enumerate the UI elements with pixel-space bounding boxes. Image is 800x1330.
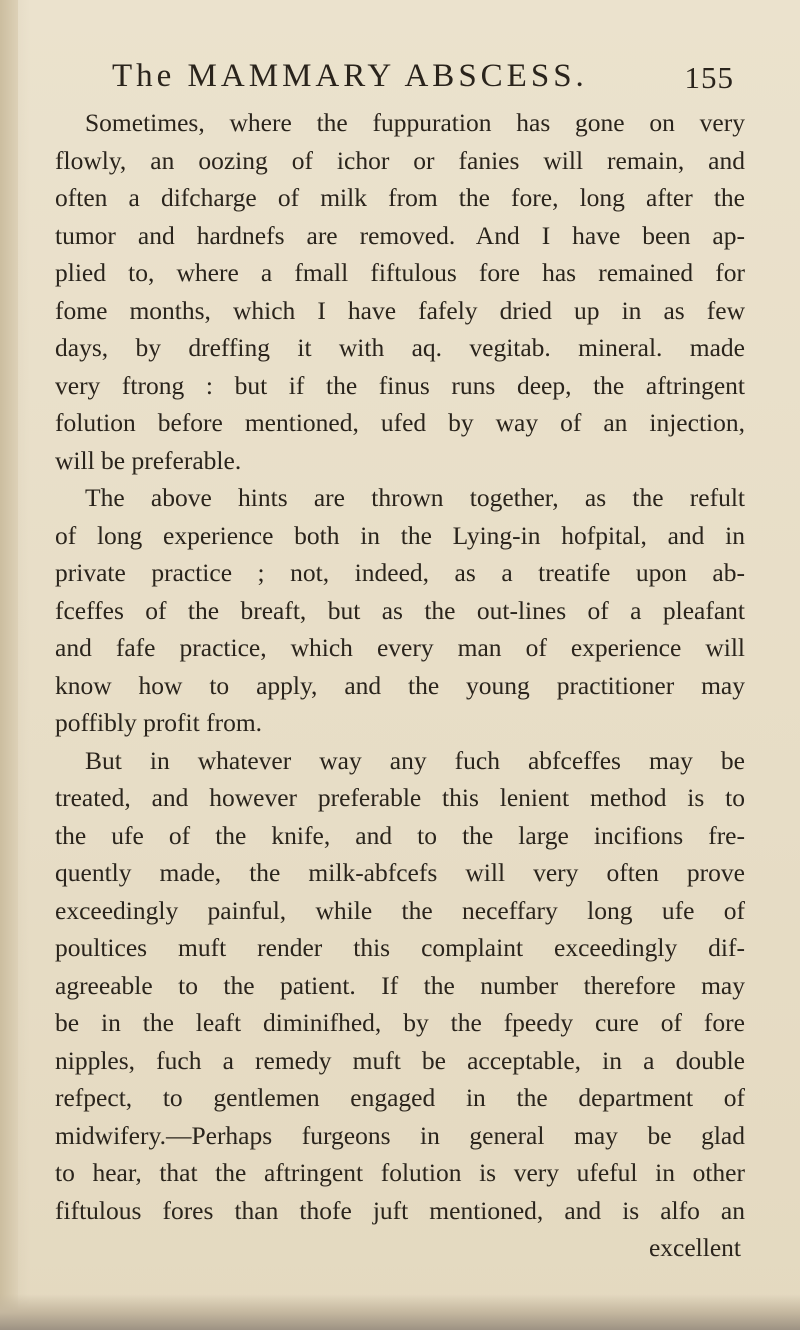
text-line: treated, and however preferable this lenient method is to [55, 783, 745, 812]
text-line: be in the leaft diminifhed, by the fpeedy cure of fore [55, 1008, 745, 1037]
text-line: folution before mentioned, ufed by way of an injection, [55, 408, 745, 437]
text-line: fome months, which I have fafely dried up in as few [55, 295, 745, 325]
text-line: fceffes of the breaft, but as the out-lines of a pleafant [55, 595, 745, 625]
text-line: midwifery.—Perhaps furgeons in general may be glad [55, 1120, 745, 1150]
catchword: excellent [648, 1233, 741, 1262]
text-line: tumor and hardnefs are removed. And I have been ap- [55, 220, 745, 250]
text-line: and fafe practice, which every man of experience will [55, 633, 745, 662]
text-line: nipples, fuch a remedy muft be acceptable, in a double [55, 1045, 745, 1075]
page-bottom-edge [0, 1294, 800, 1330]
text-line: of long experience both in the Lying-in hofpital, and in [55, 520, 745, 550]
text-line: But in whatever way any fuch abfceffes may be [85, 745, 745, 775]
text-line: The above hints are thrown together, as the refult [85, 483, 745, 512]
text-line: refpect, to gentlemen engaged in the department of [55, 1083, 745, 1112]
text-line: the ufe of the knife, and to the large incifions fre- [55, 820, 745, 850]
running-head-title: The MAMMARY ABSCESS. [112, 58, 588, 94]
text-line: exceedingly painful, while the neceffary long ufe of [55, 895, 745, 925]
text-line: to hear, that the aftringent folution is very ufeful in other [55, 1158, 745, 1187]
text-line: poffibly profit from. [55, 708, 263, 737]
text-line: flowly, an oozing of ichor or fanies will remain, and [55, 145, 745, 175]
text-line: often a difcharge of milk from the fore, long after the [55, 183, 745, 212]
text-line: fiftulous fores than thofe juft mentioned, and is alfo an [55, 1195, 745, 1225]
text-line: know how to apply, and the young practitioner may [55, 670, 745, 700]
body-text [55, 104, 745, 1267]
text-line: agreeable to the patient. If the number therefore may [55, 970, 745, 1000]
text-line: private practice ; not, indeed, as a treatife upon ab- [55, 558, 745, 587]
page-gutter [0, 0, 18, 1330]
text-line: plied to, where a fmall fiftulous fore has remained for [55, 258, 745, 287]
text-line: poultices muft render this complaint exceedingly dif- [55, 933, 745, 962]
text-line: days, by dreffing it with aq. vegitab. mineral. made [55, 333, 745, 362]
page-number: 155 [684, 60, 734, 95]
text-line: will be preferable. [55, 445, 242, 475]
running-head [112, 58, 762, 108]
text-line: Sometimes, where the fuppuration has gone on very [85, 108, 745, 137]
text-line: very ftrong : but if the finus runs deep, the aftringent [55, 370, 745, 400]
text-line: quently made, the milk-abfcefs will very often prove [55, 858, 745, 887]
